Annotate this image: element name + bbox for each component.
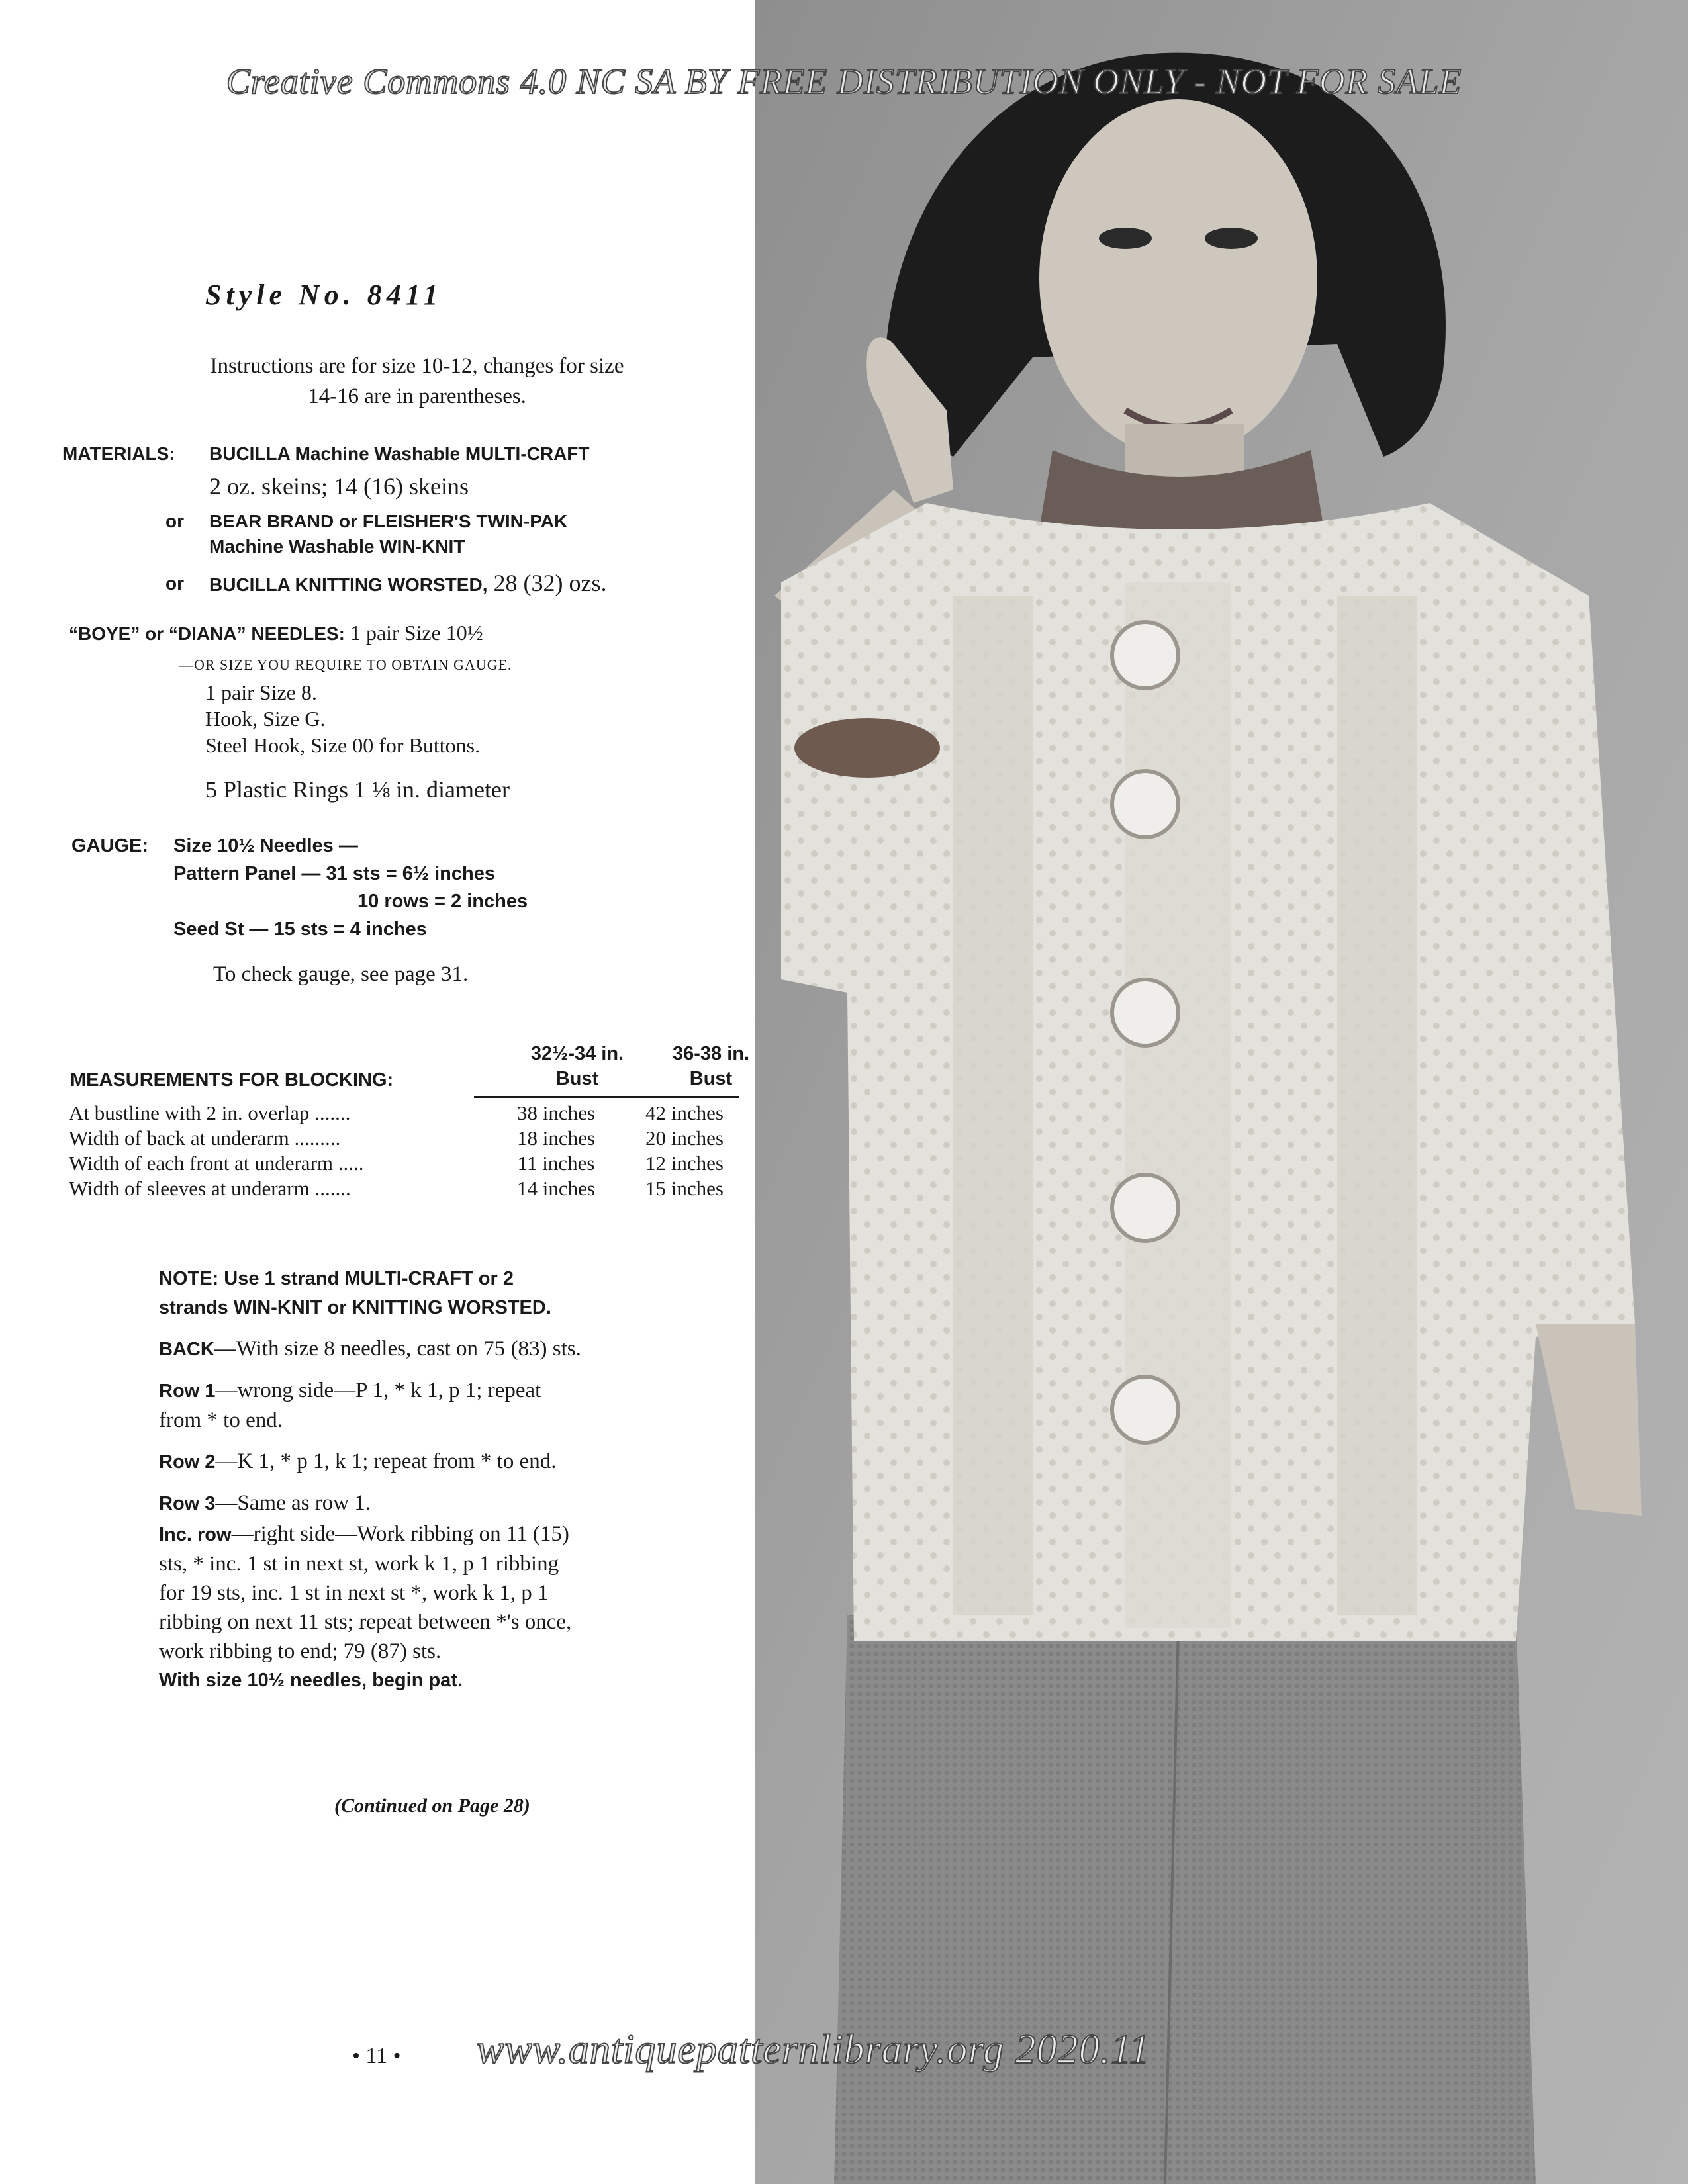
intro-line-2: 14-16 are in parentheses.: [308, 385, 526, 408]
row-3-lead: Row 3: [159, 1493, 216, 1514]
row-value-1: 14 inches: [517, 1177, 595, 1200]
style-number-title: Style No. 8411: [205, 279, 443, 311]
back-lead: BACK: [159, 1339, 214, 1360]
row-value-1: 38 inches: [517, 1101, 595, 1124]
materials-label: MATERIALS:: [62, 443, 175, 464]
needles-steel-hook: Steel Hook, Size 00 for Buttons.: [205, 733, 481, 757]
row-label: At bustline with 2 in. overlap .......: [69, 1101, 351, 1124]
row-label: Width of back at underarm .........: [69, 1126, 341, 1150]
row-value-1: 18 inches: [517, 1126, 595, 1150]
gauge-line-1: Size 10½ Needles —: [173, 835, 358, 856]
materials-line-5: [209, 569, 606, 597]
row-value-2: 15 inches: [645, 1177, 724, 1200]
col-2-header-bottom: Bust: [689, 1068, 733, 1089]
inc-row-text: —right side—Work ribbing on 11 (15) sts, * inc. 1 st in next st, work k 1, p 1 ribbing for 19 sts, inc. 1 st in next st *, work k 1, p 1 ribbing on next 11 sts; repeat between *'s once, work ribbing to end; 79 (87) sts.: [159, 1522, 572, 1663]
back-text: —With size 8 needles, cast on 75 (83) sts.: [214, 1337, 581, 1361]
measurements-title: MEASUREMENTS FOR BLOCKING:: [70, 1069, 394, 1091]
plastic-rings: 5 Plastic Rings 1 ⅛ in. diameter: [205, 776, 510, 803]
gauge-check: To check gauge, see page 31.: [213, 962, 469, 986]
materials-line-3: BEAR BRAND or FLEISHER'S TWIN-PAK: [209, 511, 568, 531]
page-number: • 11 •: [352, 2044, 401, 2068]
size-intro: [152, 351, 682, 412]
row-value-2: 20 inches: [645, 1126, 724, 1150]
yarn-note: NOTE: Use 1 strand MULTI-CRAFT or 2 strands WIN-KNIT or KNITTING WORSTED.: [159, 1268, 551, 1318]
row-label: Width of each front at underarm .....: [69, 1152, 364, 1175]
inc-row-paragraph: [159, 1520, 586, 1666]
begin-pattern: With size 10½ needles, begin pat.: [159, 1670, 463, 1691]
gauge-line-2: Pattern Panel — 31 sts = 6½ inches: [173, 863, 495, 884]
materials-line-5-bold: BUCILLA KNITTING WORSTED,: [209, 574, 488, 595]
header-rule: [474, 1096, 739, 1098]
model-photo-illustration: [755, 0, 1688, 2184]
materials-line-4: Machine Washable WIN-KNIT: [209, 536, 465, 557]
gauge-label: GAUGE:: [71, 835, 148, 856]
materials-line-5-rest: 28 (32) ozs.: [487, 570, 607, 596]
row-1-paragraph: [159, 1376, 586, 1435]
needles-size-2: 1 pair Size 8.: [205, 680, 317, 704]
col-1-header-top: 32½-34 in.: [530, 1043, 624, 1064]
intro-line-1: Instructions are for size 10-12, changes for size: [210, 354, 624, 378]
row-value-2: 12 inches: [645, 1152, 724, 1175]
inc-row-lead: Inc. row: [159, 1524, 232, 1545]
model-photo: [755, 0, 1688, 2184]
back-paragraph: [159, 1334, 586, 1364]
needles-line-1: [69, 621, 483, 645]
row-label: Width of sleeves at underarm .......: [69, 1177, 351, 1200]
col-1-header-bottom: Bust: [555, 1068, 599, 1089]
needles-label: “BOYE” or “DIANA” NEEDLES:: [69, 623, 345, 644]
gauge-line-4: Seed St — 15 sts = 4 inches: [173, 919, 427, 940]
row-3-text: —Same as row 1.: [215, 1491, 371, 1515]
materials-or-1: or: [165, 511, 184, 531]
row-1-text: —wrong side—P 1, * k 1, p 1; repeat from * to end.: [159, 1379, 541, 1432]
needles-size-1: 1 pair Size 10½: [344, 621, 483, 645]
needles-hook: Hook, Size G.: [205, 707, 326, 731]
materials-line-1: BUCILLA Machine Washable MULTI-CRAFT: [209, 443, 590, 464]
footer-url: www.antiquepatternlibrary.org 2020.11: [477, 2027, 1150, 2072]
row-2-text: —K 1, * p 1, k 1; repeat from * to end.: [215, 1449, 557, 1473]
needles-gauge-note: —OR SIZE YOU REQUIRE TO OBTAIN GAUGE.: [179, 657, 512, 673]
row-3-paragraph: [159, 1488, 586, 1518]
row-value-1: 11 inches: [517, 1152, 595, 1175]
row-2-lead: Row 2: [159, 1451, 216, 1473]
materials-line-2: 2 oz. skeins; 14 (16) skeins: [209, 473, 469, 500]
row-2-paragraph: [159, 1447, 586, 1477]
instructions-body: [159, 1264, 586, 1707]
row-1-lead: Row 1: [159, 1381, 216, 1402]
license-banner: Creative Commons 4.0 NC SA BY FREE DISTRIBUTION ONLY - NOT FOR SALE: [226, 62, 1462, 101]
continued-note: (Continued on Page 28): [334, 1795, 530, 1817]
materials-or-2: or: [165, 573, 184, 594]
row-value-2: 42 inches: [645, 1101, 724, 1124]
col-2-header-top: 36-38 in.: [672, 1043, 750, 1064]
gauge-line-3: 10 rows = 2 inches: [357, 891, 528, 912]
